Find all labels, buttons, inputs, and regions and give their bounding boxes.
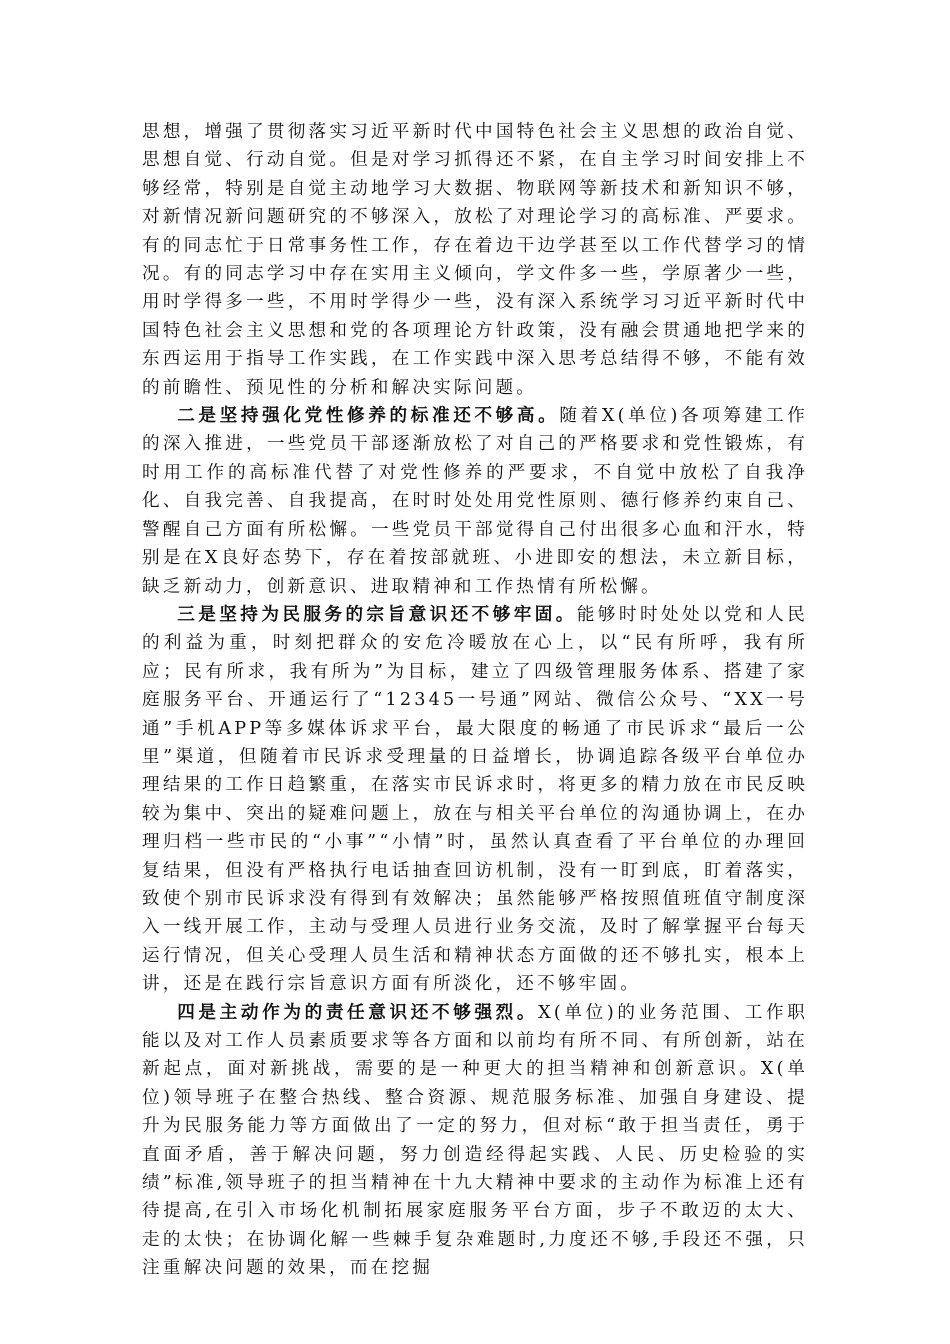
paragraph-heading: 三是坚持为民服务的宗旨意识还不够牢固。 <box>177 603 577 625</box>
document-body <box>142 118 808 1283</box>
paragraph-continued <box>142 118 808 402</box>
paragraph-party-spirit <box>142 402 808 601</box>
paragraph-text: X(单位)的业务范围、工作职能以及对工作人员素质要求等各方面和以前均有所不同、有所创新，站在新起点，面对新挑战，需要的是一种更大的担当精神和创新意识。X(单位)领导班子在整合热线、整合资源、规范服务标准、加强自身建设、提升为民服务能力等方面做出了一定的努力，但对标“敢于担当责任，勇于直面矛盾，善于解决问题，努力创造经得起实践、人民、历史检验的实绩”标准,领导班子的担当精神在十九大精神中要求的主动作为标准上还有待提高,在引入市场化机制拓展家庭服务平台方面，步子不敢迈的太大、走的太快；在协调化解一些棘手复杂难题时,力度还不够,手段还不强，只注重解决问题的效果，而在挖掘 <box>142 1002 808 1279</box>
paragraph-text: 能够时时处处以党和人民的利益为重，时刻把群众的安危冷暖放在心上，以“民有所呼，我有所应；民有所求，我有所为”为目标，建立了四级管理服务体系、搭建了家庭服务平台、开通运行了“12345一号通”网站、微信公众号、“XX一号通”手机APP等多媒体诉求平台，最大限度的畅通了市民诉求“最后一公里”渠道，但随着市民诉求受理量的日益增长，协调追踪各级平台单位办理结果的工作日趋繁重，在落实市民诉求时，将更多的精力放在市民反映较为集中、突出的疑难问题上，放在与相关平台单位的沟通协调上，在办理归档一些市民的“小事”“小情”时，虽然认真查看了平台单位的办理回复结果，但没有严格执行电话抽查回访机制，没有一盯到底，盯着落实，致使个别市民诉求没有得到有效解决；虽然能够严格按照值班值守制度深入一线开展工作，主动与受理人员进行业务交流，及时了解掌握平台每天运行情况，但关心受理人员生活和精神状态方面做的还不够扎实，根本上讲，还是在践行宗旨意识方面有所淡化，还不够牢固。 <box>142 604 809 995</box>
paragraph-text: 随着X(单位)各项筹建工作的深入推进，一些党员干部逐渐放松了对自己的严格要求和党性锻炼，有时用工作的高标准代替了对党性修养的严要求，不自觉中放松了自我净化、自我完善、自我提高，在时时处处用党性原则、德行修养约束自己、警醒自己方面有所松懈。一些党员干部觉得自己付出很多心血和汗水，特别是在X良好态势下，存在着按部就班、小进即安的想法，未立新目标，缺乏新动力，创新意识、进取精神和工作热情有所松懈。 <box>142 406 808 597</box>
paragraph-service-purpose <box>142 601 808 999</box>
paragraph-heading: 四是主动作为的责任意识还不够强烈。 <box>177 1001 539 1023</box>
paragraph-heading: 二是坚持强化党性修养的标准还不够高。 <box>177 405 560 427</box>
paragraph-responsibility <box>142 999 808 1283</box>
paragraph-text: 思想，增强了贯彻落实习近平新时代中国特色社会主义思想的政治自觉、思想自觉、行动自觉。但是对学习抓得还不紧，在自主学习时间安排上不够经常，特别是自觉主动地学习大数据、物联网等新技术和新知识不够，对新情况新问题研究的不够深入，放松了对理论学习的高标准、严要求。有的同志忙于日常事务性工作，存在着边干边学甚至以工作代替学习的情况。有的同志学习中存在实用主义倾向，学文件多一些，学原著少一些，用时学得多一些，不用时学得少一些，没有深入系统学习习近平新时代中国特色社会主义思想和党的各项理论方针政策，没有融会贯通地把学来的东西运用于指导工作实践，在工作实践中深入思考总结得不够，不能有效的前瞻性、预见性的分析和解决实际问题。 <box>142 122 808 398</box>
